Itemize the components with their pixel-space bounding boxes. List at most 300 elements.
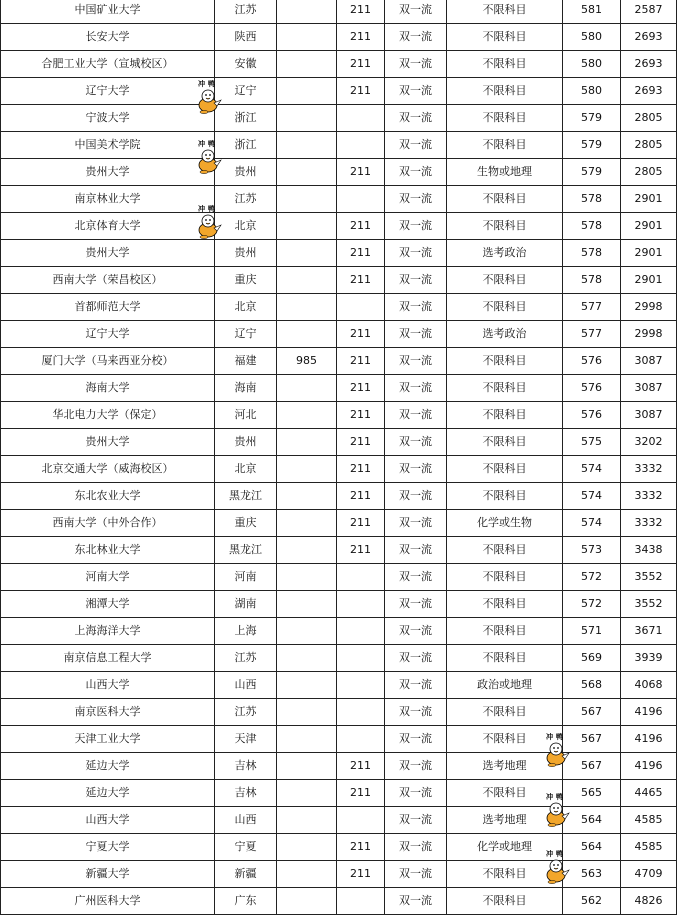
tag-211-cell	[337, 186, 385, 213]
subject-requirement-cell: 不限科目	[447, 780, 563, 807]
subject-requirement-cell: 不限科目	[447, 105, 563, 132]
double-first-class-cell: 双一流	[385, 618, 447, 645]
tag-211-cell: 211	[337, 267, 385, 294]
double-first-class-cell: 双一流	[385, 807, 447, 834]
subject-requirement-cell: 不限科目	[447, 456, 563, 483]
tag-211-cell	[337, 294, 385, 321]
double-first-class-cell: 双一流	[385, 51, 447, 78]
university-name-cell: 山西大学	[1, 807, 215, 834]
tag-985-cell	[277, 645, 337, 672]
min-rank-cell: 3332	[621, 510, 677, 537]
subject-requirement-cell: 不限科目	[447, 402, 563, 429]
table-row	[1, 51, 677, 78]
min-rank-cell: 3671	[621, 618, 677, 645]
min-rank-cell: 3332	[621, 483, 677, 510]
min-rank-cell: 3087	[621, 402, 677, 429]
min-rank-cell: 4196	[621, 699, 677, 726]
province-cell: 黑龙江	[215, 537, 277, 564]
subject-requirement-cell: 选考政治	[447, 321, 563, 348]
university-name-cell: 中国美术学院	[1, 132, 215, 159]
min-score-cell: 578	[563, 186, 621, 213]
tag-211-cell: 211	[337, 510, 385, 537]
tag-985-cell	[277, 564, 337, 591]
table-row	[1, 294, 677, 321]
tag-211-cell: 211	[337, 780, 385, 807]
province-cell: 山西	[215, 807, 277, 834]
province-cell: 吉林	[215, 753, 277, 780]
tag-985-cell	[277, 78, 337, 105]
university-name-cell: 延边大学	[1, 780, 215, 807]
min-rank-cell: 2693	[621, 51, 677, 78]
subject-requirement-cell: 化学或生物	[447, 510, 563, 537]
tag-211-cell	[337, 618, 385, 645]
province-cell: 河南	[215, 564, 277, 591]
min-rank-cell: 3552	[621, 564, 677, 591]
university-name-cell: 华北电力大学（保定）	[1, 402, 215, 429]
tag-211-cell: 211	[337, 429, 385, 456]
tag-985-cell	[277, 24, 337, 51]
province-cell: 新疆	[215, 861, 277, 888]
tag-985-cell	[277, 0, 337, 24]
university-name-cell: 广州医科大学	[1, 888, 215, 915]
table-row	[1, 456, 677, 483]
tag-985-cell	[277, 483, 337, 510]
tag-985-cell	[277, 780, 337, 807]
min-rank-cell: 3552	[621, 591, 677, 618]
table-row	[1, 807, 677, 834]
tag-211-cell	[337, 591, 385, 618]
tag-211-cell: 211	[337, 240, 385, 267]
min-rank-cell: 2587	[621, 0, 677, 24]
min-score-cell: 579	[563, 105, 621, 132]
university-name-cell: 南京医科大学	[1, 699, 215, 726]
tag-211-cell: 211	[337, 0, 385, 24]
subject-requirement-cell: 不限科目	[447, 78, 563, 105]
university-name-cell: 辽宁大学	[1, 78, 215, 105]
university-name-cell: 海南大学	[1, 375, 215, 402]
min-score-cell: 581	[563, 0, 621, 24]
table-row	[1, 240, 677, 267]
table-row	[1, 726, 677, 753]
tag-985-cell	[277, 402, 337, 429]
min-rank-cell: 4826	[621, 888, 677, 915]
table-row	[1, 483, 677, 510]
province-cell: 浙江	[215, 132, 277, 159]
tag-211-cell: 211	[337, 159, 385, 186]
tag-985-cell	[277, 132, 337, 159]
university-name-cell: 新疆大学	[1, 861, 215, 888]
tag-211-cell	[337, 699, 385, 726]
province-cell: 贵州	[215, 429, 277, 456]
double-first-class-cell: 双一流	[385, 726, 447, 753]
min-score-cell: 567	[563, 726, 621, 753]
tag-985-cell	[277, 294, 337, 321]
tag-985-cell	[277, 753, 337, 780]
table-row	[1, 591, 677, 618]
tag-211-cell: 211	[337, 861, 385, 888]
tag-211-cell: 211	[337, 753, 385, 780]
table-row	[1, 24, 677, 51]
subject-requirement-cell: 不限科目	[447, 645, 563, 672]
university-name-cell: 首都师范大学	[1, 294, 215, 321]
min-score-cell: 574	[563, 483, 621, 510]
university-name-cell: 东北林业大学	[1, 537, 215, 564]
table-row	[1, 78, 677, 105]
min-score-cell: 569	[563, 645, 621, 672]
subject-requirement-cell: 不限科目	[447, 294, 563, 321]
min-rank-cell: 4068	[621, 672, 677, 699]
university-name-cell: 北京交通大学（威海校区）	[1, 456, 215, 483]
double-first-class-cell: 双一流	[385, 510, 447, 537]
tag-211-cell: 211	[337, 402, 385, 429]
tag-985-cell	[277, 105, 337, 132]
tag-985-cell	[277, 672, 337, 699]
sticker-caption: 冲鸭	[546, 733, 566, 741]
table-row	[1, 780, 677, 807]
min-rank-cell: 3332	[621, 456, 677, 483]
min-score-cell: 565	[563, 780, 621, 807]
subject-requirement-cell: 选考地理	[447, 807, 563, 834]
province-cell: 辽宁	[215, 78, 277, 105]
table-row	[1, 159, 677, 186]
tag-211-cell	[337, 132, 385, 159]
province-cell: 宁夏	[215, 834, 277, 861]
min-rank-cell: 2901	[621, 240, 677, 267]
table-row	[1, 537, 677, 564]
min-rank-cell: 2901	[621, 213, 677, 240]
tag-985-cell	[277, 213, 337, 240]
tag-985-cell	[277, 456, 337, 483]
university-name-cell: 东北农业大学	[1, 483, 215, 510]
min-score-cell: 564	[563, 834, 621, 861]
tag-211-cell	[337, 888, 385, 915]
table-row	[1, 753, 677, 780]
double-first-class-cell: 双一流	[385, 429, 447, 456]
subject-requirement-cell: 不限科目	[447, 591, 563, 618]
university-name-cell: 湘潭大学	[1, 591, 215, 618]
tag-211-cell	[337, 807, 385, 834]
province-cell: 广东	[215, 888, 277, 915]
min-rank-cell: 2998	[621, 294, 677, 321]
min-score-cell: 580	[563, 51, 621, 78]
double-first-class-cell: 双一流	[385, 294, 447, 321]
province-cell: 上海	[215, 618, 277, 645]
subject-requirement-cell: 不限科目	[447, 429, 563, 456]
table-row	[1, 861, 677, 888]
min-score-cell: 562	[563, 888, 621, 915]
subject-requirement-cell: 不限科目	[447, 51, 563, 78]
university-name-cell: 河南大学	[1, 564, 215, 591]
subject-requirement-cell: 不限科目	[447, 726, 563, 753]
min-score-cell: 567	[563, 753, 621, 780]
tag-985-cell	[277, 51, 337, 78]
double-first-class-cell: 双一流	[385, 186, 447, 213]
tag-211-cell	[337, 672, 385, 699]
sticker-caption: 冲鸭	[546, 850, 566, 858]
subject-requirement-cell: 不限科目	[447, 618, 563, 645]
double-first-class-cell: 双一流	[385, 375, 447, 402]
province-cell: 黑龙江	[215, 483, 277, 510]
double-first-class-cell: 双一流	[385, 456, 447, 483]
tag-211-cell: 211	[337, 456, 385, 483]
university-name-cell: 天津工业大学	[1, 726, 215, 753]
table-row	[1, 132, 677, 159]
province-cell: 福建	[215, 348, 277, 375]
subject-requirement-cell: 不限科目	[447, 213, 563, 240]
min-score-cell: 573	[563, 537, 621, 564]
subject-requirement-cell: 政治或地理	[447, 672, 563, 699]
tag-985-cell	[277, 726, 337, 753]
min-rank-cell: 3202	[621, 429, 677, 456]
table-row	[1, 672, 677, 699]
tag-985-cell	[277, 510, 337, 537]
subject-requirement-cell: 不限科目	[447, 537, 563, 564]
subject-requirement-cell: 不限科目	[447, 24, 563, 51]
tag-985-cell	[277, 537, 337, 564]
tag-211-cell: 211	[337, 483, 385, 510]
table-row	[1, 375, 677, 402]
min-rank-cell: 3087	[621, 348, 677, 375]
double-first-class-cell: 双一流	[385, 861, 447, 888]
double-first-class-cell: 双一流	[385, 321, 447, 348]
table-row	[1, 105, 677, 132]
province-cell: 贵州	[215, 240, 277, 267]
province-cell: 浙江	[215, 105, 277, 132]
table-row	[1, 186, 677, 213]
min-rank-cell: 3087	[621, 375, 677, 402]
university-name-cell: 辽宁大学	[1, 321, 215, 348]
double-first-class-cell: 双一流	[385, 267, 447, 294]
university-name-cell: 延边大学	[1, 753, 215, 780]
province-cell: 北京	[215, 456, 277, 483]
min-score-cell: 574	[563, 456, 621, 483]
double-first-class-cell: 双一流	[385, 699, 447, 726]
table-row	[1, 699, 677, 726]
province-cell: 辽宁	[215, 321, 277, 348]
tag-211-cell	[337, 645, 385, 672]
university-name-cell: 贵州大学	[1, 429, 215, 456]
table-row	[1, 645, 677, 672]
table-row	[1, 213, 677, 240]
min-score-cell: 578	[563, 240, 621, 267]
min-rank-cell: 2693	[621, 78, 677, 105]
table-row	[1, 348, 677, 375]
table-row	[1, 888, 677, 915]
min-rank-cell: 2693	[621, 24, 677, 51]
double-first-class-cell: 双一流	[385, 240, 447, 267]
min-score-cell: 579	[563, 159, 621, 186]
double-first-class-cell: 双一流	[385, 402, 447, 429]
min-rank-cell: 2805	[621, 132, 677, 159]
double-first-class-cell: 双一流	[385, 0, 447, 24]
subject-requirement-cell: 不限科目	[447, 888, 563, 915]
university-name-cell: 山西大学	[1, 672, 215, 699]
double-first-class-cell: 双一流	[385, 537, 447, 564]
min-rank-cell: 4585	[621, 834, 677, 861]
table-row	[1, 834, 677, 861]
min-score-cell: 578	[563, 267, 621, 294]
min-score-cell: 580	[563, 24, 621, 51]
university-name-cell: 南京林业大学	[1, 186, 215, 213]
university-name-cell: 南京信息工程大学	[1, 645, 215, 672]
province-cell: 北京	[215, 213, 277, 240]
university-name-cell: 合肥工业大学（宣城校区）	[1, 51, 215, 78]
subject-requirement-cell: 不限科目	[447, 132, 563, 159]
min-rank-cell: 4196	[621, 726, 677, 753]
subject-requirement-cell: 不限科目	[447, 375, 563, 402]
double-first-class-cell: 双一流	[385, 672, 447, 699]
min-score-cell: 572	[563, 591, 621, 618]
subject-requirement-cell: 选考地理	[447, 753, 563, 780]
province-cell: 河北	[215, 402, 277, 429]
min-rank-cell: 2901	[621, 267, 677, 294]
min-rank-cell: 3939	[621, 645, 677, 672]
double-first-class-cell: 双一流	[385, 753, 447, 780]
tag-211-cell: 211	[337, 348, 385, 375]
min-rank-cell: 2998	[621, 321, 677, 348]
province-cell: 重庆	[215, 267, 277, 294]
min-score-cell: 578	[563, 213, 621, 240]
tag-985-cell	[277, 240, 337, 267]
tag-985-cell	[277, 618, 337, 645]
subject-requirement-cell: 不限科目	[447, 564, 563, 591]
min-rank-cell: 4465	[621, 780, 677, 807]
double-first-class-cell: 双一流	[385, 564, 447, 591]
province-cell: 重庆	[215, 510, 277, 537]
subject-requirement-cell: 不限科目	[447, 186, 563, 213]
min-score-cell: 572	[563, 564, 621, 591]
min-score-cell: 576	[563, 348, 621, 375]
table-row	[1, 510, 677, 537]
tag-985-cell	[277, 429, 337, 456]
university-name-cell: 长安大学	[1, 24, 215, 51]
min-score-cell: 567	[563, 699, 621, 726]
tag-211-cell	[337, 726, 385, 753]
min-score-cell: 580	[563, 78, 621, 105]
min-score-cell: 564	[563, 807, 621, 834]
tag-985-cell	[277, 861, 337, 888]
subject-requirement-cell: 不限科目	[447, 699, 563, 726]
university-name-cell: 上海海洋大学	[1, 618, 215, 645]
double-first-class-cell: 双一流	[385, 105, 447, 132]
min-score-cell: 577	[563, 321, 621, 348]
tag-985-cell	[277, 267, 337, 294]
table-row	[1, 402, 677, 429]
min-score-cell: 571	[563, 618, 621, 645]
sticker-caption: 冲鸭	[198, 140, 218, 148]
min-score-cell: 579	[563, 132, 621, 159]
min-score-cell: 568	[563, 672, 621, 699]
min-score-cell: 563	[563, 861, 621, 888]
double-first-class-cell: 双一流	[385, 159, 447, 186]
tag-211-cell: 211	[337, 213, 385, 240]
tag-985-cell: 985	[277, 348, 337, 375]
province-cell: 湖南	[215, 591, 277, 618]
province-cell: 吉林	[215, 780, 277, 807]
subject-requirement-cell: 生物或地理	[447, 159, 563, 186]
tag-985-cell	[277, 321, 337, 348]
double-first-class-cell: 双一流	[385, 483, 447, 510]
tag-211-cell: 211	[337, 537, 385, 564]
tag-211-cell	[337, 105, 385, 132]
province-cell: 北京	[215, 294, 277, 321]
min-rank-cell: 4585	[621, 807, 677, 834]
tag-985-cell	[277, 699, 337, 726]
min-score-cell: 576	[563, 375, 621, 402]
tag-985-cell	[277, 591, 337, 618]
tag-985-cell	[277, 375, 337, 402]
table-body	[1, 0, 677, 915]
tag-985-cell	[277, 834, 337, 861]
double-first-class-cell: 双一流	[385, 213, 447, 240]
subject-requirement-cell: 不限科目	[447, 0, 563, 24]
university-name-cell: 西南大学（中外合作）	[1, 510, 215, 537]
tag-211-cell	[337, 564, 385, 591]
min-score-cell: 575	[563, 429, 621, 456]
table-row	[1, 267, 677, 294]
university-name-cell: 中国矿业大学	[1, 0, 215, 24]
tag-985-cell	[277, 159, 337, 186]
min-score-cell: 574	[563, 510, 621, 537]
sticker-caption: 冲鸭	[546, 793, 566, 801]
province-cell: 山西	[215, 672, 277, 699]
min-rank-cell: 4709	[621, 861, 677, 888]
table-row	[1, 321, 677, 348]
subject-requirement-cell: 不限科目	[447, 267, 563, 294]
double-first-class-cell: 双一流	[385, 645, 447, 672]
double-first-class-cell: 双一流	[385, 348, 447, 375]
double-first-class-cell: 双一流	[385, 591, 447, 618]
province-cell: 海南	[215, 375, 277, 402]
subject-requirement-cell: 不限科目	[447, 348, 563, 375]
university-name-cell: 西南大学（荣昌校区）	[1, 267, 215, 294]
table-row	[1, 564, 677, 591]
double-first-class-cell: 双一流	[385, 834, 447, 861]
double-first-class-cell: 双一流	[385, 24, 447, 51]
tag-211-cell: 211	[337, 24, 385, 51]
subject-requirement-cell: 选考政治	[447, 240, 563, 267]
tag-211-cell: 211	[337, 834, 385, 861]
tag-985-cell	[277, 186, 337, 213]
province-cell: 陕西	[215, 24, 277, 51]
double-first-class-cell: 双一流	[385, 78, 447, 105]
double-first-class-cell: 双一流	[385, 132, 447, 159]
tag-985-cell	[277, 807, 337, 834]
min-rank-cell: 2805	[621, 105, 677, 132]
tag-211-cell: 211	[337, 51, 385, 78]
province-cell: 贵州	[215, 159, 277, 186]
university-name-cell: 贵州大学	[1, 159, 215, 186]
tag-211-cell: 211	[337, 321, 385, 348]
subject-requirement-cell: 不限科目	[447, 861, 563, 888]
sticker-caption: 冲鸭	[198, 80, 218, 88]
subject-requirement-cell: 化学或地理	[447, 834, 563, 861]
province-cell: 天津	[215, 726, 277, 753]
min-rank-cell: 3438	[621, 537, 677, 564]
subject-requirement-cell: 不限科目	[447, 483, 563, 510]
province-cell: 江苏	[215, 0, 277, 24]
university-name-cell: 宁波大学	[1, 105, 215, 132]
province-cell: 江苏	[215, 645, 277, 672]
province-cell: 江苏	[215, 186, 277, 213]
university-name-cell: 北京体育大学	[1, 213, 215, 240]
min-score-cell: 577	[563, 294, 621, 321]
min-rank-cell: 4196	[621, 753, 677, 780]
double-first-class-cell: 双一流	[385, 888, 447, 915]
tag-211-cell: 211	[337, 78, 385, 105]
province-cell: 江苏	[215, 699, 277, 726]
table-row	[1, 429, 677, 456]
